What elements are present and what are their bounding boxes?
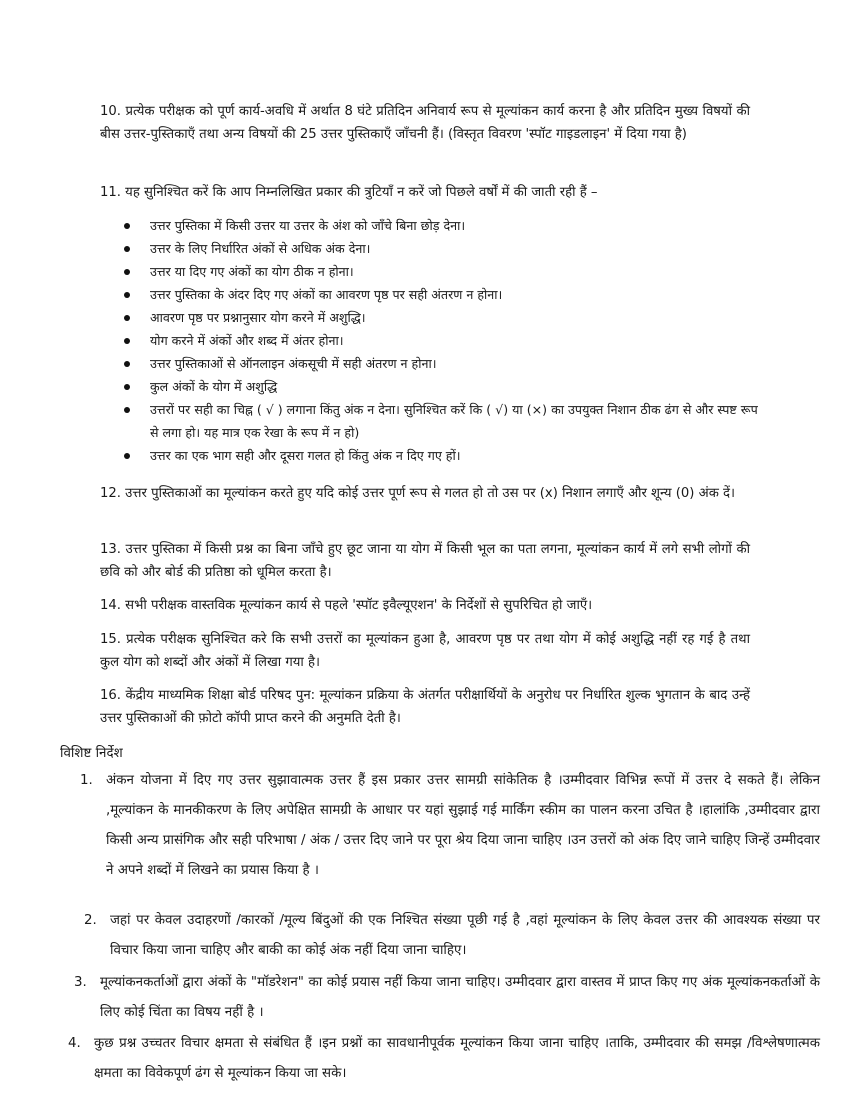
list-item-text: उत्तरों पर सही का चिह्न ( √ ) लगाना किंतु अंक न देना। सुनिश्चित करें कि ( √) या (×) का उपयुक्त निशान ठीक ढंग से और स्पष्ट रूप से लगा हो। यह मात्र एक रेखा के रूप में न हो)	[150, 402, 758, 440]
special-item-number: 2.	[84, 913, 97, 928]
list-item	[100, 306, 760, 329]
list-item-text: उत्तर या दिए गए अंकों का योग ठीक न होना।	[150, 264, 354, 279]
bullet-icon	[124, 361, 130, 367]
paragraph-10: 10. प्रत्येक परीक्षक को पूर्ण कार्य-अवधि में अर्थात 8 घंटे प्रतिदिन अनिवार्य रूप से मूल्यांकन कार्य करना है और प्रतिदिन मुख्य विषयों की बीस उत्तर-पुस्तिकाएँ तथा अन्य विषयों की 25 उत्तर पुस्तिकाएँ जाँचनी हैं। (विस्तृत विवरण 'स्पॉट गाइडलाइन' में दिया गया है)	[100, 104, 750, 142]
list-item	[100, 375, 760, 398]
list-item-text: उत्तर के लिए निर्धारित अंकों से अधिक अंक देना।	[150, 241, 371, 256]
list-item-text: उत्तर पुस्तिकाओं से ऑनलाइन अंकसूची में सही अंतरण न होना।	[150, 356, 437, 371]
list-item	[100, 352, 760, 375]
special-item-number: 3.	[74, 975, 87, 990]
paragraph-16: 16. केंद्रीय माध्यमिक शिक्षा बोर्ड परिषद पुन: मूल्यांकन प्रक्रिया के अंतर्गत परीक्षार्थियों के अनुरोध पर निर्धारित शुल्क भुगतान के बाद उन्हें उत्तर पुस्तिकाओं की फ़ोटो कॉपी प्राप्त करने की अनुमति देती है।	[100, 688, 750, 726]
paragraph-11: 11. यह सुनिश्चित करें कि आप निम्नलिखित प्रकार की त्रुटियाँ न करें जो पिछले वर्षों में की जाती रही हैं –	[100, 185, 598, 200]
list-item	[100, 260, 760, 283]
list-item	[100, 329, 760, 352]
list-item-text: योग करने में अंकों और शब्द में अंतर होना।	[150, 333, 344, 348]
paragraph-15: 15. प्रत्येक परीक्षक सुनिश्चित करे कि सभी उत्तरों का मूल्यांकन हुआ है, आवरण पृष्ठ पर तथा योग में कोई अशुद्धि नहीं रह गई है तथा कुल योग को शब्दों और अंकों में लिखा गया है।	[100, 632, 750, 670]
list-item	[100, 214, 760, 237]
list-item	[100, 283, 760, 306]
special-item-text: मूल्यांकनकर्ताओं द्वारा अंकों के "मॉडरेशन" का कोई प्रयास नहीं किया जाना चाहिए। उम्मीदवार द्वारा वास्तव में प्राप्त किए गए अंक मूल्यांकनकर्ताओं के लिए कोई चिंता का विषय नहीं है ।	[100, 975, 820, 1020]
list-item	[100, 444, 760, 467]
special-item-number: 1.	[80, 773, 93, 788]
bullet-icon	[124, 223, 130, 229]
special-item	[74, 968, 820, 1028]
list-item-text: उत्तर पुस्तिका में किसी उत्तर या उत्तर के अंश को जाँचे बिना छोड़ देना।	[150, 218, 466, 233]
list-item	[100, 398, 760, 444]
list-item-text: उत्तर का एक भाग सही और दूसरा गलत हो किंतु अंक न दिए गए हों।	[150, 448, 461, 463]
paragraph-13: 13. उत्तर पुस्तिका में किसी प्रश्न का बिना जाँचे हुए छूट जाना या योग में किसी भूल का पता लगना, मूल्यांकन कार्य में लगे सभी लोगों की छवि को और बोर्ड की प्रतिष्ठा को धूमिल करता है।	[100, 542, 750, 580]
bullet-icon	[124, 246, 130, 252]
special-item-text: अंकन योजना में दिए गए उत्तर सुझावात्मक उत्तर हैं इस प्रकार उत्तर सामग्री सांकेतिक है ।उम्मीदवार विभिन्न रूपों में उत्तर दे सकते हैं। लेकिन ,मूल्यांकन के मानकीकरण के लिए अपेक्षित सामग्री के आधार पर यहां सुझाई गई मार्किंग स्कीम का पालन करना उचित है ।हालांकि ,उम्मीदवार द्वारा किसी अन्य प्रासंगिक और सही परिभाषा / अंक / उत्तर दिए जाने पर पूरा श्रेय दिया जाना चाहिए ।उन उत्तरों को अंक दिए जाने चाहिए जिन्हें उम्मीदवार ने अपने शब्दों में लिखने का प्रयास किया है ।	[106, 773, 820, 878]
bullet-icon	[124, 407, 130, 413]
bullet-icon	[124, 384, 130, 390]
special-item-text: कुछ प्रश्न उच्चतर विचार क्षमता से संबंधित हैं ।इन प्रश्नों का सावधानीपूर्वक मूल्यांकन किया जाना चाहिए ।ताकि, उम्मीदवार की समझ /विश्लेषणात्मक क्षमता का विवेकपूर्ण ढंग से मूल्यांकन किया जा सके।	[94, 1036, 820, 1081]
list-item-text: कुल अंकों के योग में अशुद्धि	[150, 379, 278, 394]
special-instructions-heading: विशिष्ट निर्देश	[60, 746, 123, 761]
bullet-icon	[124, 315, 130, 321]
paragraph-14: 14. सभी परीक्षक वास्तविक मूल्यांकन कार्य से पहले 'स्पॉट इवैल्यूएशन' के निर्देशों से सुपरिचित हो जाएँ।	[100, 598, 593, 613]
special-item	[68, 1029, 820, 1089]
bullet-icon	[124, 269, 130, 275]
special-item-text: जहां पर केवल उदाहरणों /कारकों /मूल्य बिंदुओं की एक निश्चित संख्या पूछी गई है ,वहां मूल्यांकन के लिए केवल उत्तर की आवश्यक संख्या पर विचार किया जाना चाहिए और बाकी का कोई अंक नहीं दिया जाना चाहिए।	[110, 913, 820, 958]
list-item-text: उत्तर पुस्तिका के अंदर दिए गए अंकों का आवरण पृष्ठ पर सही अंतरण न होना।	[150, 287, 503, 302]
paragraph-12: 12. उत्तर पुस्तिकाओं का मूल्यांकन करते हुए यदि कोई उत्तर पूर्ण रूप से गलत हो तो उस पर (x) निशान लगाएँ और शून्य (0) अंक दें।	[100, 486, 736, 501]
bullet-icon	[124, 292, 130, 298]
bullet-icon	[124, 338, 130, 344]
list-item-text: आवरण पृष्ठ पर प्रश्नानुसार योग करने में अशुद्धि।	[150, 310, 366, 325]
special-item	[84, 906, 820, 966]
errors-bullet-list	[100, 214, 760, 467]
special-item-number: 4.	[68, 1036, 81, 1051]
special-item	[80, 766, 820, 886]
list-item	[100, 237, 760, 260]
bullet-icon	[124, 453, 130, 459]
